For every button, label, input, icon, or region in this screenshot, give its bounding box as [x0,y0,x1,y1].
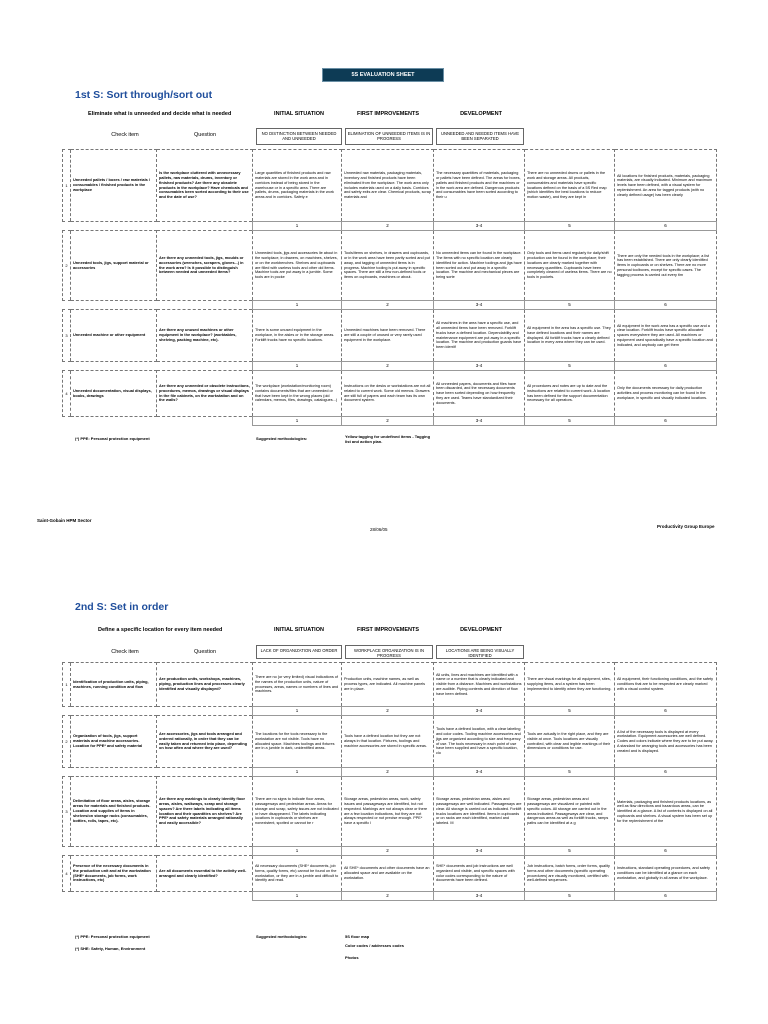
scale-6: 6 [615,417,717,426]
question: Are all documents essential to the activity well-arranged and clearly identified? [157,856,253,892]
col-check-item: Check item [111,649,139,655]
scale-3-4: 3-4 [434,707,525,716]
level-3-text: No unneeded items can be found in the workplace. The items with no specific location are clearly identified for action. Machine toolings and jigs have been sorted out and put away in a specific location. The machine and mechanical pieces are being sorte [434,231,525,301]
col-development: DEVELOPMENT [460,627,502,633]
desc-initial: LACK OF ORGANIZATION AND ORDER [256,645,342,659]
page1-method-value: Yellow tagging for undefined items - Tagging list and action plan. [345,434,431,444]
level-6-text: All equipment, their functioning conditions, and the safety conditions that are to be respected are clearly marked with a visual control system. [615,663,717,707]
level-6-text: All locations for finished products, materials, packaging materials, are visually indicated. Minimum and maximum levels have been defined, with a visual system for replenishment. An area for tagged products (with no clearly defined usage) has been clearly [615,150,717,222]
col-question: Question [193,649,216,655]
check-item: Organization of tools, jigs, support materials and machine accessories. Location for PPE* and safety material [71,716,157,768]
table-row [63,231,717,301]
table-row [63,716,717,768]
row-number: 2 [63,231,71,301]
set-in-order-evaluation-table [62,662,717,901]
level-2-text: Tools/items on shelves, in drawers and cupboards, or in the work area have been partly sorted and put away, and tagging of unneeded items is in progress. Machine tooling is put away in specific spaces. There are still a few non-defined tools or items on cupboards, machines or about. [342,231,434,301]
scale-1: 1 [253,892,342,901]
table-row [63,371,717,417]
scale-row [63,417,717,426]
level-5-text: Only tools and items used regularly for daily/shift production can be found in the workplace; their locations are clearly marked together with necessary quantities. Cupboards have been completely cleaned of useless items. There are no tools in pockets. [525,231,615,301]
row-number: 2 [63,716,71,768]
page1-method-label: Suggested methodologies: [256,436,308,441]
scale-5: 5 [525,707,615,716]
check-item: Identification of production units, piping, machines, running condition and flow [71,663,157,707]
scale-row [63,892,717,901]
level-2-text: Tools have a defined location but they are not always in that location. Fixtures, toolings and machine accessories are stored in specific areas. [342,716,434,768]
level-5-text: There are no unneeded drums or pallets in the work and storage areas. All products, consumables and materials have specific locations defined on the basis of a 5S Red map (which identifies the best locations to reduce motion waste), and they are kept in [525,150,615,222]
question: Are accessories, jigs and tools arranged and ordered rationally, in order that they can be easily taken and returned into place, depending on how often and where they are used? [157,716,253,768]
scale-5: 5 [525,892,615,901]
desc-development: UNNEEDED AND NEEDED ITEMS HAVE BEEN SEPARATED [436,128,524,145]
page2-method-3: Photos [345,955,359,960]
scale-5: 5 [525,301,615,310]
check-item: Delimitation of floor areas, aisles, storage areas for materials and finished products. Location and supplies of items in shelves/on storage racks (consumables, bottles, rolls, tapes, etc). [71,777,157,847]
question: Are there any unneeded or obsolete instructions, procedures, memos, drawings or visual displays in the file cabinets, on the workstation and on the walls? [157,371,253,417]
scale-5: 5 [525,222,615,231]
question: Is the workplace cluttered with unnecessary pallets, raw materials, drums, inventory or finished products? Are there any obsolete products in the workplace? Have chemicals and consumables been sorted according to their use and the date of use? [157,150,253,222]
level-3-text: The necessary quantities of materials, packaging or pallets have been defined. The areas for boxes, pallets and finished products and the machines or in the work area are defined. Dangerous products and consumables have been sorted according to their u [434,150,525,222]
scale-2: 2 [342,892,434,901]
level-1-text: All necessary documents (SHE* documents, job forms, quality forms, etc) cannot be found on the workstation, or they are in a jumble and difficult to identify and read. [253,856,342,892]
desc-development: LOCATIONS ARE BEING VISUALLY IDENTIFIED [436,645,524,659]
scale-6: 6 [615,847,717,856]
scale-5: 5 [525,362,615,371]
scale-2: 2 [342,301,434,310]
page2-method-2: Color codes / addresses codes [345,943,404,948]
level-5-text: All equipment in the area has a specific use. They have defined locations and their names are displayed. All forklift trucks have a clearly defined location in every area where they can be used. [525,310,615,362]
scale-1: 1 [253,768,342,777]
page2-footnote-she: (*) SHE: Safety, Human, Environment [75,946,146,951]
table-row [63,663,717,707]
check-item: Unneeded tools, jigs, support material or accessories [71,231,157,301]
level-1-text: There are no (or very limited) visual indications of the names of the production units, nature of processes, areas, names or numbers of lines and machines. [253,663,342,707]
scale-6: 6 [615,707,717,716]
scale-5: 5 [525,847,615,856]
scale-6: 6 [615,362,717,371]
row-number: 1 [63,663,71,707]
scale-6: 6 [615,768,717,777]
scale-2: 2 [342,847,434,856]
level-6-text: All equipment in the work area has a specific use and a clear location. Forklift trucks have specific allocated spaces everywhere they are used. All machines or equipment used sporadically have a specific location and indicated, and anybody can get them [615,310,717,362]
scale-row [63,707,717,716]
desc-first: WORKPLACE ORGANIZATION IS IN PROGRESS [345,645,433,659]
level-1-text: Large quantities of finished products and raw materials are stored in the work area and in corridors instead of being stored in the warehouse or in a specific area. There are pallets, drums, packaging materials in the work areas and in corridors. Safety e [253,150,342,222]
check-item: Unneeded machine or other equipment [71,310,157,362]
level-5-text: Tools are actually in the right place, and they are visible at once. Tools locations are visually controlled, with clear and legible markings of their dimensions or conditions for use. [525,716,615,768]
level-2-text: All SHE* documents and other documents have an allocated space and are available on the workstation. [342,856,434,892]
col-development: DEVELOPMENT [460,111,502,117]
page2-method-1: 5S floor map [345,934,370,939]
scale-2: 2 [342,707,434,716]
evaluation-sheet-banner: 5S EVALUATION SHEET [322,68,444,82]
desc-first: ELIMINATION OF UNNEEDED ITEMS IS IN PROGRESS [345,128,433,145]
row-number: 4 [63,371,71,417]
scale-1: 1 [253,417,342,426]
scale-1: 1 [253,847,342,856]
level-2-text: Instructions on the desks or workstations are not all related to current work. Some old memos. Drawers are still full of papers and each team has its own document system. [342,371,434,417]
question: Are there any markings to clearly identify floor areas, aisles, walkways, scrap and storage spaces? Are there labels indicating all items location and their quantities on shelves? Are PPE* and safety materials arranged rationally and easily accessible? [157,777,253,847]
level-2-text: Unneeded machines have been removed. There are still a couple of unused or very rarely used equipment in the workplace. [342,310,434,362]
footer-left: Saint-Gobain HPM Sector [37,518,92,523]
col-first-improvements: FIRST IMPROVEMENTS [356,627,420,633]
level-5-text: Storage areas, pedestrian areas and passageways are visualized or painted with specific colors. All storage are carried out in the areas indicated. Passageways are clear, and dangerous areas as well as forklift trucks, ramps paths can be identified at a g [525,777,615,847]
level-5-text: There are visual markings for all equipment, sites, supplying items, and a system has been implemented to identify when they are functioning. [525,663,615,707]
level-2-text: Production units, machine names, as well as process types, are indicated. All machine panels are in place. [342,663,434,707]
page2-title: 2nd S: Set in order [75,601,169,613]
level-1-text: There is some unused equipment in the workplace, in the aisles or in the storage areas. Forklift trucks have no specific locations. [253,310,342,362]
scale-2: 2 [342,362,434,371]
level-3-text: Tools have a defined location, with a clear labeling and color codes. Tooling machine accessories and jigs are organized according to size and frequency of use. The tools necessary in each point of use have been supplied and have a specific location, clo [434,716,525,768]
row-number: 1 [63,150,71,222]
level-1-text: The workplace (workstation/monitoring room) contains documents/files that are unneeded or that have been kept in the wrong places (old calendars, memos, files, drawings, catalogues...) [253,371,342,417]
scale-2: 2 [342,222,434,231]
scale-row [63,222,717,231]
level-5-text: Job instructions, batch forms, order forms, quality forms and other documents (specific operating procedures) are visually monitored, certified with well-defined sequences. [525,856,615,892]
scale-row [63,768,717,777]
scale-1: 1 [253,707,342,716]
scale-row [63,301,717,310]
page1-footnote: (*) PPE: Personal protection equipment [75,436,150,441]
scale-1: 1 [253,301,342,310]
level-6-text: Only the documents necessary for daily production activities and process monitoring can be found in the workplace, in specific and visually indicated locations. [615,371,717,417]
col-initial-situation: INITIAL SITUATION [274,111,324,117]
scale-3-4: 3-4 [434,301,525,310]
scale-6: 6 [615,892,717,901]
level-3-text: All unneeded papers, documents and files have been discarded, and the necessary documents have been sorted depending on how frequently they are used. Teams have standardized their documents. [434,371,525,417]
row-number: 3 [63,777,71,847]
col-question: Question [193,132,216,138]
check-item: Unneeded documentation, visual displays, books, drawings [71,371,157,417]
question: Are production units, workshops, machines, piping, production lines and processes clearly identified and visually displayed? [157,663,253,707]
scale-3-4: 3-4 [434,362,525,371]
col-check-item: Check item [111,132,139,138]
scale-row [63,847,717,856]
scale-3-4: 3-4 [434,892,525,901]
col-first-improvements: FIRST IMPROVEMENTS [356,111,420,117]
table-row [63,310,717,362]
row-number: 4 [63,856,71,892]
footer-date: 28/06/05 [370,527,388,532]
level-6-text: Materials, packaging and finished products locations, as well as flow directions and hazardous areas, can be identified at a glance. A list of contents is displayed on all cupboards and shelves. A visual system has been set up for the replenishment of the [615,777,717,847]
scale-6: 6 [615,222,717,231]
table-row [63,150,717,222]
level-5-text: All procedures and notes are up to date and the instructions are related to current work. A location has been defined for the support documentation necessary for all operators. [525,371,615,417]
level-6-text: There are only the needed tools in the workplace; a list has been established. There are only clearly identified items in cupboards or on shelves. There are no more personal toolboxes, except for specific cases. The tagging process is carried out every tim [615,231,717,301]
desc-initial: NO DISTINCTION BETWEEN NEEDED AND UNNEEDED [256,128,342,145]
scale-row [63,362,717,371]
check-item: Presence of the necessary documents in the production unit and at the workstation (SHE* documents, job forms, work instructions, etc) [71,856,157,892]
page1-title: 1st S: Sort through/sort out [75,89,213,101]
col-initial-situation: INITIAL SITUATION [274,627,324,633]
footer-right: Productivity Group Europe [657,524,715,529]
table-row [63,777,717,847]
table-row [63,856,717,892]
scale-3-4: 3-4 [434,222,525,231]
scale-2: 2 [342,768,434,777]
question: Are there any unused machines or other equipment in the workplace? (worktables, shelving, packing machine, etc). [157,310,253,362]
level-6-text: Instructions, standard operating procedures, and safety conditions can be identified at a glance on each workstation, and globally in all areas of the workplace. [615,856,717,892]
scale-6: 6 [615,301,717,310]
page2-method-label: Suggested methodologies: [256,934,308,939]
level-2-text: Storage areas, pedestrian areas, work, safety issues and passageways are identified, but not respected. Markings are not always clear or there are a few location indications, but they are not always respected or not precise enough. PPE* have a specific l [342,777,434,847]
page2-subtitle: Define a specific location for every item needed [98,627,223,633]
level-1-text: Unneeded tools, jigs and accessories lie about in the workplace, in drawers, on machines, shelves, or on the workbenches. Shelves and cupboards are filled with useless tools and other old items. Machine tools are put away in a jumble. Some tools are in pocke [253,231,342,301]
scale-1: 1 [253,222,342,231]
page1-subtitle: Eliminate what is unneeded and decide what is needed [88,111,232,117]
level-3-text: Storage areas, pedestrian areas, aisles and passageways are well indicated. Passageways are clear. All storage is carried out as indicated. Forklift trucks locations are identified. Items in cupboards or on racks are each identified, marked and labeled. M [434,777,525,847]
scale-3-4: 3-4 [434,768,525,777]
scale-3-4: 3-4 [434,847,525,856]
level-1-text: There are no signs to indicate floor areas, passageways and pedestrian areas. Areas for storage and scrap, safety issues are not indicated or have disappeared. The labels indicating locations in cupboards or shelves are nonexistent, spotted or cannot be r [253,777,342,847]
level-6-text: A list of the necessary tools is displayed at every workstation. Equipment accessories are well defined. Codes and colors indicate where they are to be put away. A standard for arranging tools and accessories has been created and is displayed. [615,716,717,768]
question: Are there any unneeded tools, jigs, moulds or accessories (wrenches, scrapers, gloves...) in the work area? Is it possible to distinguish between needed and unneeded items? [157,231,253,301]
scale-5: 5 [525,768,615,777]
scale-1: 1 [253,362,342,371]
sort-evaluation-table [62,149,717,426]
level-3-text: SHE* documents and job instructions are well organized and visible, and specific spaces with color codes corresponding to the nature of documents have been defined. [434,856,525,892]
scale-3-4: 3-4 [434,417,525,426]
level-3-text: All machines in the area have a specific use, and all unneeded items have been removed. Forklift trucks have a defined location. Dependability and maintenance equipment are put away in a specific location. The machine and production guards have been identif [434,310,525,362]
scale-5: 5 [525,417,615,426]
page2-footnote-ppe: (*) PPE: Personal protection equipment [75,934,150,939]
check-item: Unneeded pallets / boxes / raw materials / consumables / finished products in the workplace [71,150,157,222]
level-1-text: The locations for the tools necessary to the workstation are not visible. Tools have no allocated space. Machines toolings and fixtures are in a jumble in dark, unidentified areas. [253,716,342,768]
scale-2: 2 [342,417,434,426]
level-2-text: Unneeded raw materials, packaging materials, inventory and finished products have been eliminated from the workplace. The work area only includes materials used on a daily basis. Corridors and safety exits are clear. Chemical products, scrap materials and [342,150,434,222]
row-number: 3 [63,310,71,362]
level-3-text: All units, lines and machines are identified with a name or a number that is clearly indicated and visible from a distance. Machines and workstations are audible. Piping contents and direction of flow have been defined. [434,663,525,707]
